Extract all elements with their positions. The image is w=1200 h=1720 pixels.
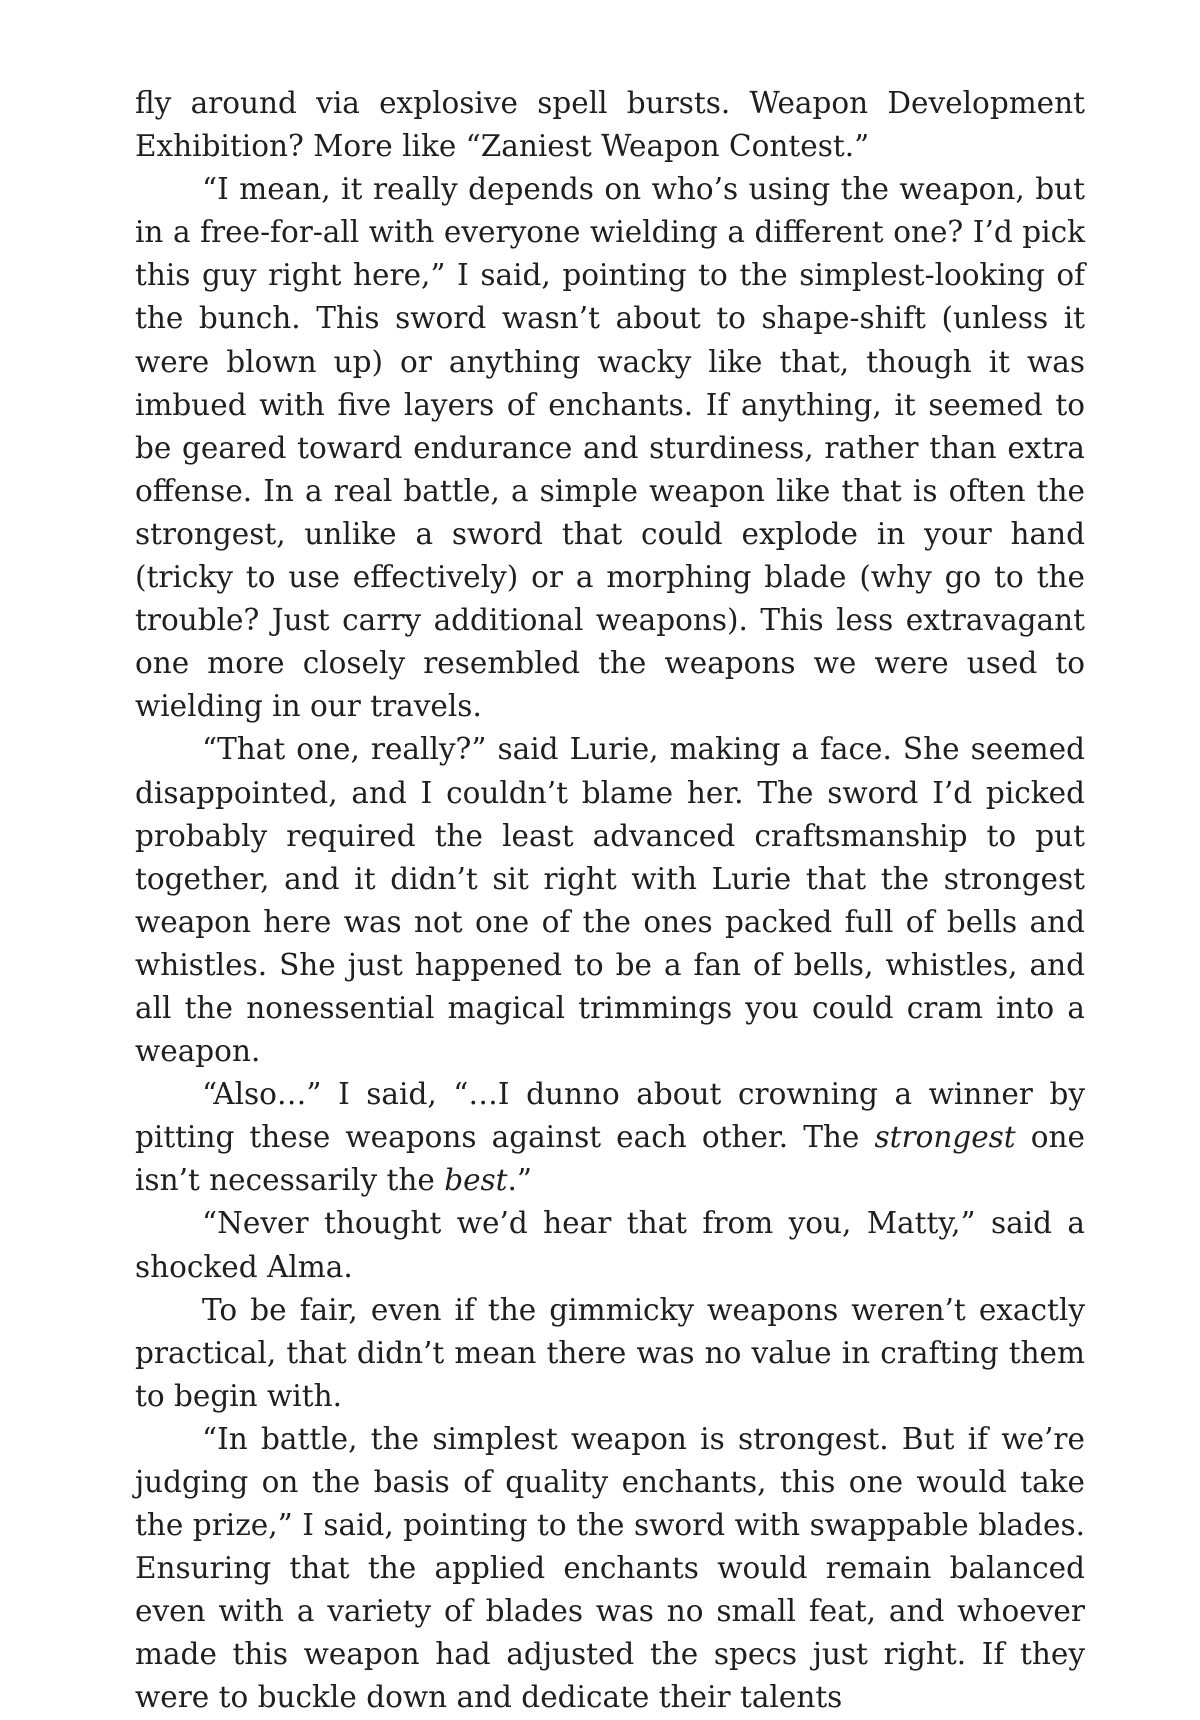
paragraph-text: “Also…” I said, “…I dunno about crowning a winner by pitting these weapons against each other. The bbox=[135, 1077, 1085, 1155]
paragraph-4 bbox=[135, 1073, 1085, 1202]
paragraph-text: To be fair, even if the gimmicky weapons weren’t exactly practical, that didn’t mean there was no value in crafting them to begin with. bbox=[135, 1292, 1085, 1413]
paragraph-text: .” bbox=[507, 1163, 533, 1198]
paragraph-text: “I mean, it really depends on who’s using the weapon, but in a free-for-all with everyone wielding a different one? I’d pick this guy right here,” I said, pointing to the simplest-looking of the bunch. This sword wasn’t about to shape-shift (unless it were blown up) or anything wacky like that, though it was imbued with five layers of enchants. If anything, it seemed to be geared toward endurance and sturdiness, rather than extra offense. In a real battle, a simple weapon like that is often the strongest, unlike a sword that could explode in your hand (tricky to use effectively) or a morphing blade (why go to the trouble? Just carry additional weapons). This less extravagant one more closely resembled the weapons we were used to wielding in our travels. bbox=[135, 172, 1085, 724]
paragraph-text: one isn’t necessarily the bbox=[135, 1120, 1085, 1198]
paragraph-text: “That one, really?” said Lurie, making a face. She seemed disappointed, and I couldn’t blame her. The sword I’d picked probably required the least advanced craftsmanship to put together, and it didn’t sit right with Lurie that the strongest weapon here was not one of the ones packed full of bells and whistles. She just happened to be a fan of bells, whistles, and all the nonessential magical trimmings you could cram into a weapon. bbox=[135, 732, 1085, 1069]
page-body bbox=[135, 82, 1085, 1720]
paragraph-5 bbox=[135, 1202, 1085, 1288]
paragraph-text: “Never thought we’d hear that from you, Matty,” said a shocked Alma. bbox=[135, 1206, 1085, 1284]
italic-emphasis: strongest bbox=[874, 1120, 1016, 1155]
paragraph-text: “In battle, the simplest weapon is strongest. But if we’re judging on the basis of quality enchants, this one would take the prize,” I said, pointing to the sword with swappable blades. Ensuring that the applied enchants would remain balanced even with a variety of blades was no small feat, and whoever made this weapon had adjusted the specs just right. If they were to buckle down and dedicate their talents bbox=[135, 1421, 1085, 1715]
paragraph-3 bbox=[135, 728, 1085, 1073]
paragraph-7 bbox=[135, 1418, 1085, 1720]
italic-emphasis: best bbox=[444, 1163, 508, 1198]
paragraph-1 bbox=[135, 82, 1085, 168]
paragraph-6 bbox=[135, 1289, 1085, 1418]
paragraph-2 bbox=[135, 168, 1085, 728]
paragraph-text: fly around via explosive spell bursts. Weapon Development Exhibition? More like “Zaniest Weapon Contest.” bbox=[135, 86, 1085, 164]
